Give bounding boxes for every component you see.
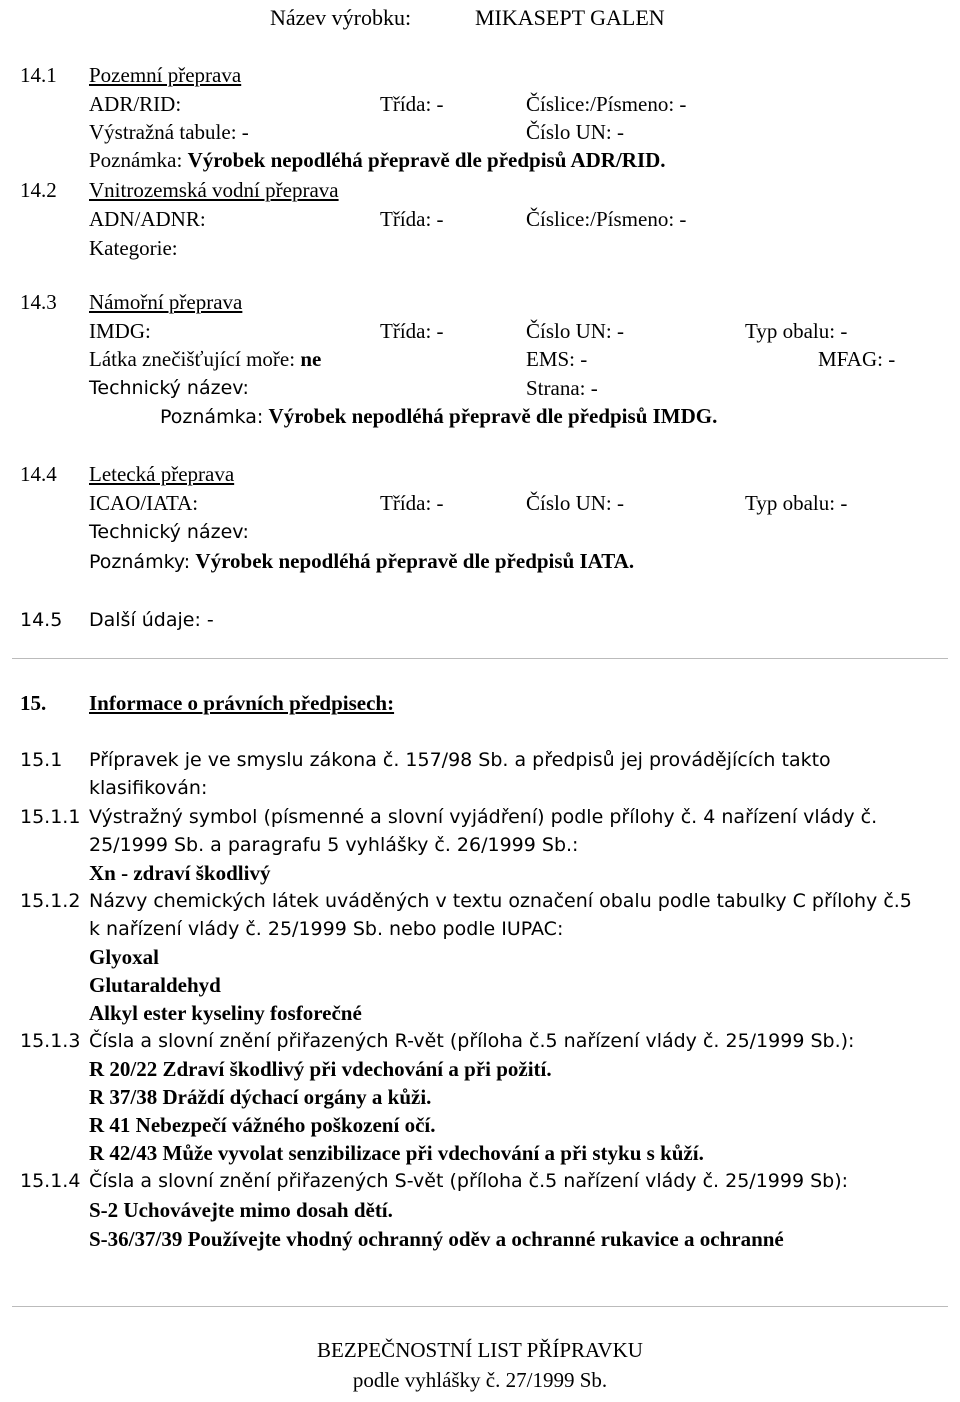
section-number: 14.3 xyxy=(20,290,57,314)
paragraph-number: 15.1.1 xyxy=(20,806,81,828)
section-number: 14.4 xyxy=(20,462,57,486)
icao-label: ICAO/IATA: xyxy=(89,491,199,515)
product-name: MIKASEPT GALEN xyxy=(475,5,665,30)
paragraph-text: Čísla a slovní znění přiřazených R-vět (příloha č.5 nařízení vlády č. 25/1999 Sb.): xyxy=(89,1030,855,1052)
section-title: Námořní přeprava xyxy=(89,290,243,314)
paragraph-text: Čísla a slovní znění přiřazených S-vět (příloha č.5 nařízení vlády č. 25/1999 Sb): xyxy=(89,1170,849,1192)
paragraph-number: 15.1.3 xyxy=(20,1030,81,1052)
trida-value: Třída: - xyxy=(380,319,444,343)
note-text: Výrobek nepodléhá přepravě dle předpisů IATA. xyxy=(195,549,635,573)
paragraph-text: Přípravek je ve smyslu zákona č. 157/98 Sb. a předpisů jej provádějících takto xyxy=(89,749,831,771)
hazard-symbol: Xn - zdraví škodlivý xyxy=(89,861,271,885)
cislice-value: Číslice:/Písmeno: - xyxy=(526,92,687,116)
r-phrase: R 20/22 Zdraví škodlivý při vdechování a při požití. xyxy=(89,1057,552,1081)
note-line xyxy=(89,547,634,576)
note-label: Poznámka: xyxy=(89,148,183,172)
mfag-value: MFAG: - xyxy=(818,347,896,371)
paragraph-text: Názvy chemických látek uváděných v textu označení obalu podle tabulky C přílohy č.5 xyxy=(89,890,912,912)
note-text: Výrobek nepodléhá přepravě dle předpisů ADR/RID. xyxy=(187,148,666,172)
substance-item: Glyoxal xyxy=(89,945,160,969)
note-label: Poznámka: xyxy=(160,406,264,428)
section-title: Letecká přeprava xyxy=(89,462,235,486)
section-number: 14.1 xyxy=(20,63,57,87)
kategorie-label: Kategorie: xyxy=(89,236,178,260)
section-number: 15. xyxy=(20,691,47,715)
substance-item: Alkyl ester kyseliny fosforečné xyxy=(89,1001,362,1025)
un-value: Číslo UN: - xyxy=(526,120,625,144)
r-phrase: R 41 Nebezpečí vážného poškození očí. xyxy=(89,1113,436,1137)
paragraph-number: 15.1 xyxy=(20,749,63,771)
divider xyxy=(12,1306,948,1307)
paragraph-text: k nařízení vlády č. 25/1999 Sb. nebo podle IUPAC: xyxy=(89,918,564,940)
adn-label: ADN/ADNR: xyxy=(89,207,206,231)
note-text: Výrobek nepodléhá přepravě dle předpisů IMDG. xyxy=(268,404,718,428)
substance-item: Glutaraldehyd xyxy=(89,973,221,997)
adr-rid-label: ADR/RID: xyxy=(89,92,182,116)
s-phrase: S-2 Uchovávejte mimo dosah dětí. xyxy=(89,1198,393,1222)
tech-name-label: Technický název: xyxy=(89,377,249,399)
footer-subtitle: podle vyhlášky č. 27/1999 Sb. xyxy=(352,1368,608,1392)
section-number: 14.5 xyxy=(20,609,63,631)
un-value: Číslo UN: - xyxy=(526,319,625,343)
obal-value: Typ obalu: - xyxy=(745,491,848,515)
r-phrase: R 37/38 Dráždí dýchací orgány a kůži. xyxy=(89,1085,432,1109)
un-value: Číslo UN: - xyxy=(526,491,625,515)
latka-label: Látka znečišťující moře: xyxy=(89,347,296,371)
tabule-value: Výstražná tabule: - xyxy=(89,120,249,144)
strana-value: Strana: - xyxy=(526,376,598,400)
r-phrase: R 42/43 Může vyvolat senzibilizace při vdechování a při styku s kůží. xyxy=(89,1141,704,1165)
paragraph-number: 15.1.4 xyxy=(20,1170,81,1192)
paragraph-text: 25/1999 Sb. a paragrafu 5 vyhlášky č. 26/1999 Sb.: xyxy=(89,834,579,856)
paragraph-text: Výstražný symbol (písmenné a slovní vyjádření) podle přílohy č. 4 nařízení vlády č. xyxy=(89,806,878,828)
trida-value: Třída: - xyxy=(380,92,444,116)
imdg-label: IMDG: xyxy=(89,319,151,343)
dalsi-udaje: Další údaje: - xyxy=(89,609,214,631)
trida-value: Třída: - xyxy=(380,491,444,515)
section-number: 14.2 xyxy=(20,178,57,202)
section-title: Vnitrozemská vodní přeprava xyxy=(89,178,339,202)
note-line xyxy=(89,146,666,174)
trida-value: Třída: - xyxy=(380,207,444,231)
cislice-value: Číslice:/Písmeno: - xyxy=(526,207,687,231)
note-label: Poznámky: xyxy=(89,551,191,573)
obal-value: Typ obalu: - xyxy=(745,319,848,343)
header-label: Název výrobku: xyxy=(270,5,412,30)
tech-name-label: Technický název: xyxy=(89,521,249,543)
latka-value: ne xyxy=(300,347,322,371)
note-line xyxy=(160,402,717,431)
s-phrase: S-36/37/39 Používejte vhodný ochranný oděv a ochranné rukavice a ochranné xyxy=(89,1227,784,1251)
latka-line xyxy=(89,345,321,373)
divider xyxy=(12,658,948,659)
section-title: Informace o právních předpisech: xyxy=(89,691,395,715)
paragraph-text: klasifikován: xyxy=(89,777,208,799)
ems-value: EMS: - xyxy=(526,347,588,371)
section-title: Pozemní přeprava xyxy=(89,63,242,87)
paragraph-number: 15.1.2 xyxy=(20,890,81,912)
footer-title: BEZPEČNOSTNÍ LIST PŘÍPRAVKU xyxy=(317,1338,643,1362)
